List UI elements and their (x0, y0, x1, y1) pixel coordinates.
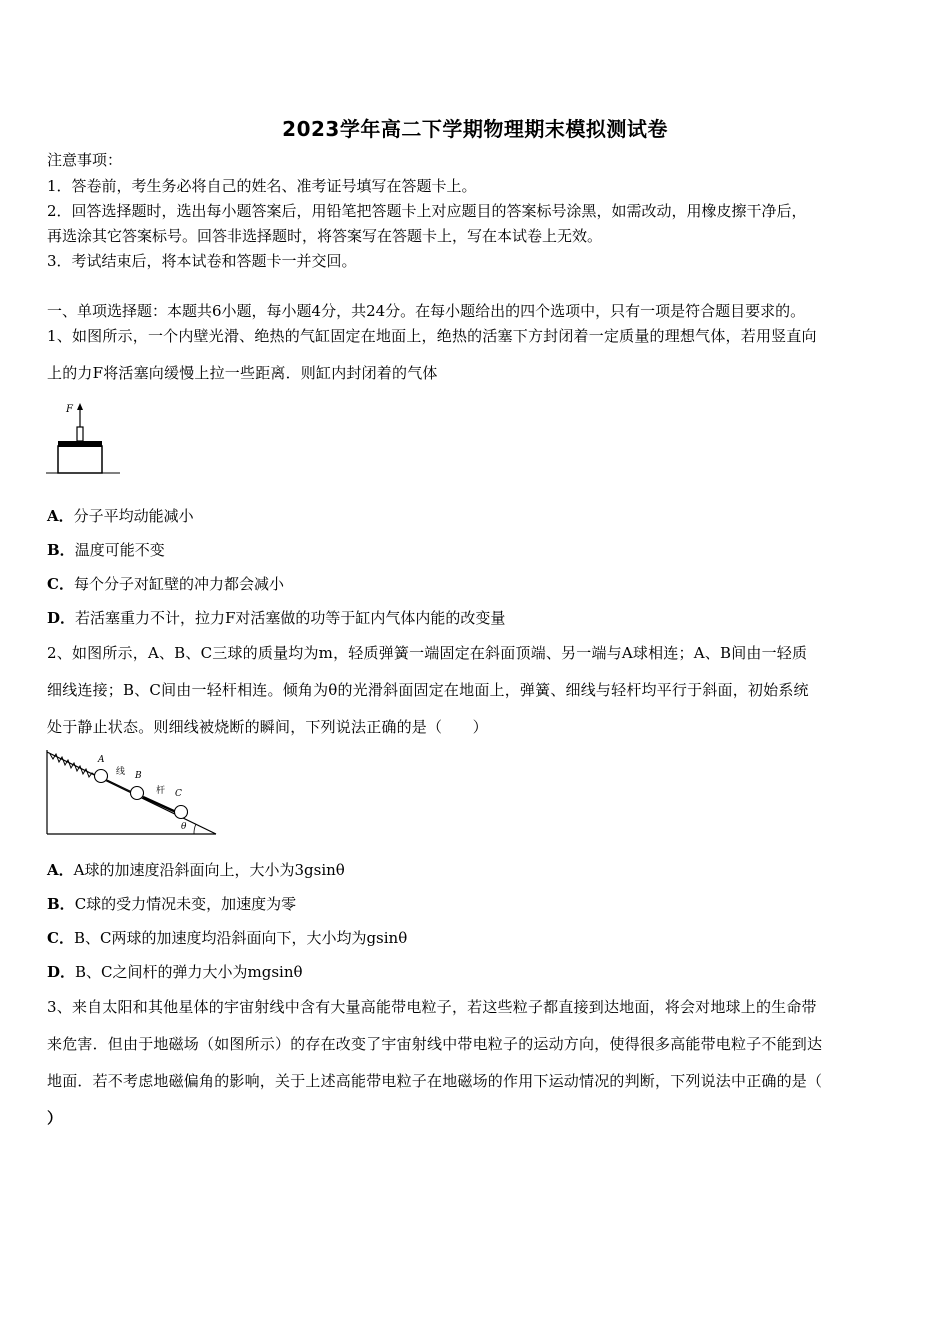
ball-b-label: B (135, 771, 142, 781)
rod (143, 797, 176, 812)
notice-item-2-cont: 再选涂其它答案标号。回答非选择题时，将答案写在答题卡上，写在本试卷上无效。 (47, 227, 603, 245)
q1-option-b-text: 温度可能不变 (74, 541, 165, 559)
q1-cylinder-figure (44, 400, 124, 480)
q1-option-b-label: B． (47, 541, 75, 559)
q2-option-b (47, 894, 296, 914)
ball-a (95, 770, 108, 783)
q2-option-d-label: D． (47, 963, 76, 981)
q2-option-d-text: B、C之间杆的弹力大小为mgsinθ (75, 963, 303, 981)
q2-option-c-label: C． (47, 929, 74, 947)
q1-option-d-label: D． (47, 609, 76, 627)
section-heading: 一、单项选择题：本题共6小题，每小题4分，共24分。在每小题给出的四个选项中，只有一项是符合题目要求的。 (47, 302, 806, 320)
q1-option-c-text: 每个分子对缸壁的冲力都会减小 (73, 575, 284, 593)
ball-b (131, 787, 144, 800)
thread-label: 线 (116, 767, 126, 777)
theta-label: θ (181, 822, 187, 832)
page-title: 2023学年高二下学期物理期末模拟测试卷 (282, 117, 668, 141)
notice-item-3: 3．考试结束后，将本试卷和答题卡一并交回。 (47, 252, 357, 270)
q1-stem-line-2: 上的力F将活塞向缓慢上拉一些距离．则缸内封闭着的气体 (47, 364, 438, 382)
q2-option-c-text: B、C两球的加速度均沿斜面向下，大小均为gsinθ (73, 929, 408, 947)
piston-rod (77, 427, 83, 441)
q1-stem-line-1: 1、如图所示，一个内壁光滑、绝热的气缸固定在地面上，绝热的活塞下方封闭着一定质量的理想气体，若用竖直向 (47, 327, 817, 345)
q2-option-a-text: A球的加速度沿斜面向上，大小为3gsinθ (73, 861, 345, 879)
q3-stem-line-3: 地面．若不考虑地磁偏角的影响，关于上述高能带电粒子在地磁场的作用下运动情况的判断，下列说法中正确的是（ (47, 1072, 823, 1090)
q3-stem-line-1: 3、来自太阳和其他星体的宇宙射线中含有大量高能带电粒子，若这些粒子都直接到达地面，将会对地球上的生命带 (47, 998, 817, 1016)
q2-option-b-text: C球的受力情况未变，加速度为零 (74, 895, 297, 913)
q1-option-d-text: 若活塞重力不计，拉力F对活塞做的功等于缸内气体内能的改变量 (75, 609, 506, 627)
ball-a-label: A (98, 755, 105, 765)
q3-stem-line-2: 来危害．但由于地磁场（如图所示）的存在改变了宇宙射线中带电粒子的运动方向，使得很多高能带电粒子不能到达 (47, 1035, 823, 1053)
q1-option-a (47, 506, 194, 526)
force-label: F (66, 404, 73, 415)
q2-option-a (47, 860, 345, 880)
q1-option-d (47, 608, 505, 628)
q2-stem-line-2: 细线连接；B、C间由一轻杆相连。倾角为θ的光滑斜面固定在地面上，弹簧、细线与轻杆均平行于斜面，初始系统 (47, 681, 809, 699)
q3-stem-line-4: ） (47, 1109, 63, 1127)
q2-option-a-label: A． (47, 861, 74, 879)
q1-option-a-label: A． (47, 507, 74, 525)
q2-option-c (47, 928, 407, 948)
q2-option-d (47, 962, 303, 982)
notice-heading: 注意事项： (47, 151, 123, 169)
thread (107, 780, 132, 792)
q1-option-c (47, 574, 284, 594)
ball-c-label: C (175, 789, 182, 799)
incline-diagram (44, 748, 220, 840)
notice-item-1: 1．答卷前，考生务必将自己的姓名、准考证号填写在答题卡上。 (47, 177, 477, 195)
rod-label: 杆 (156, 786, 166, 796)
ball-c (175, 806, 188, 819)
spring (50, 754, 96, 777)
cylinder-body (58, 446, 102, 473)
q2-option-b-label: B． (47, 895, 75, 913)
force-arrow-head (77, 403, 83, 410)
piston (58, 441, 102, 447)
q2-stem-line-1: 2、如图所示，A、B、C三球的质量均为m，轻质弹簧一端固定在斜面顶端、另一端与A球相连；A、B间由一轻质 (47, 644, 808, 662)
cylinder-diagram (44, 400, 124, 480)
q2-stem-line-3: 处于静止状态。则细线被烧断的瞬间，下列说法正确的是（ ） (47, 718, 488, 736)
q1-option-b (47, 540, 165, 560)
notice-item-2: 2．回答选择题时，选出每小题答案后，用铅笔把答题卡上对应题目的答案标号涂黑，如需改动，用橡皮擦干净后， (47, 202, 807, 220)
q1-option-a-text: 分子平均动能减小 (73, 507, 194, 525)
angle-arc (194, 824, 196, 834)
q2-incline-figure (44, 748, 220, 840)
q1-option-c-label: C． (47, 575, 74, 593)
